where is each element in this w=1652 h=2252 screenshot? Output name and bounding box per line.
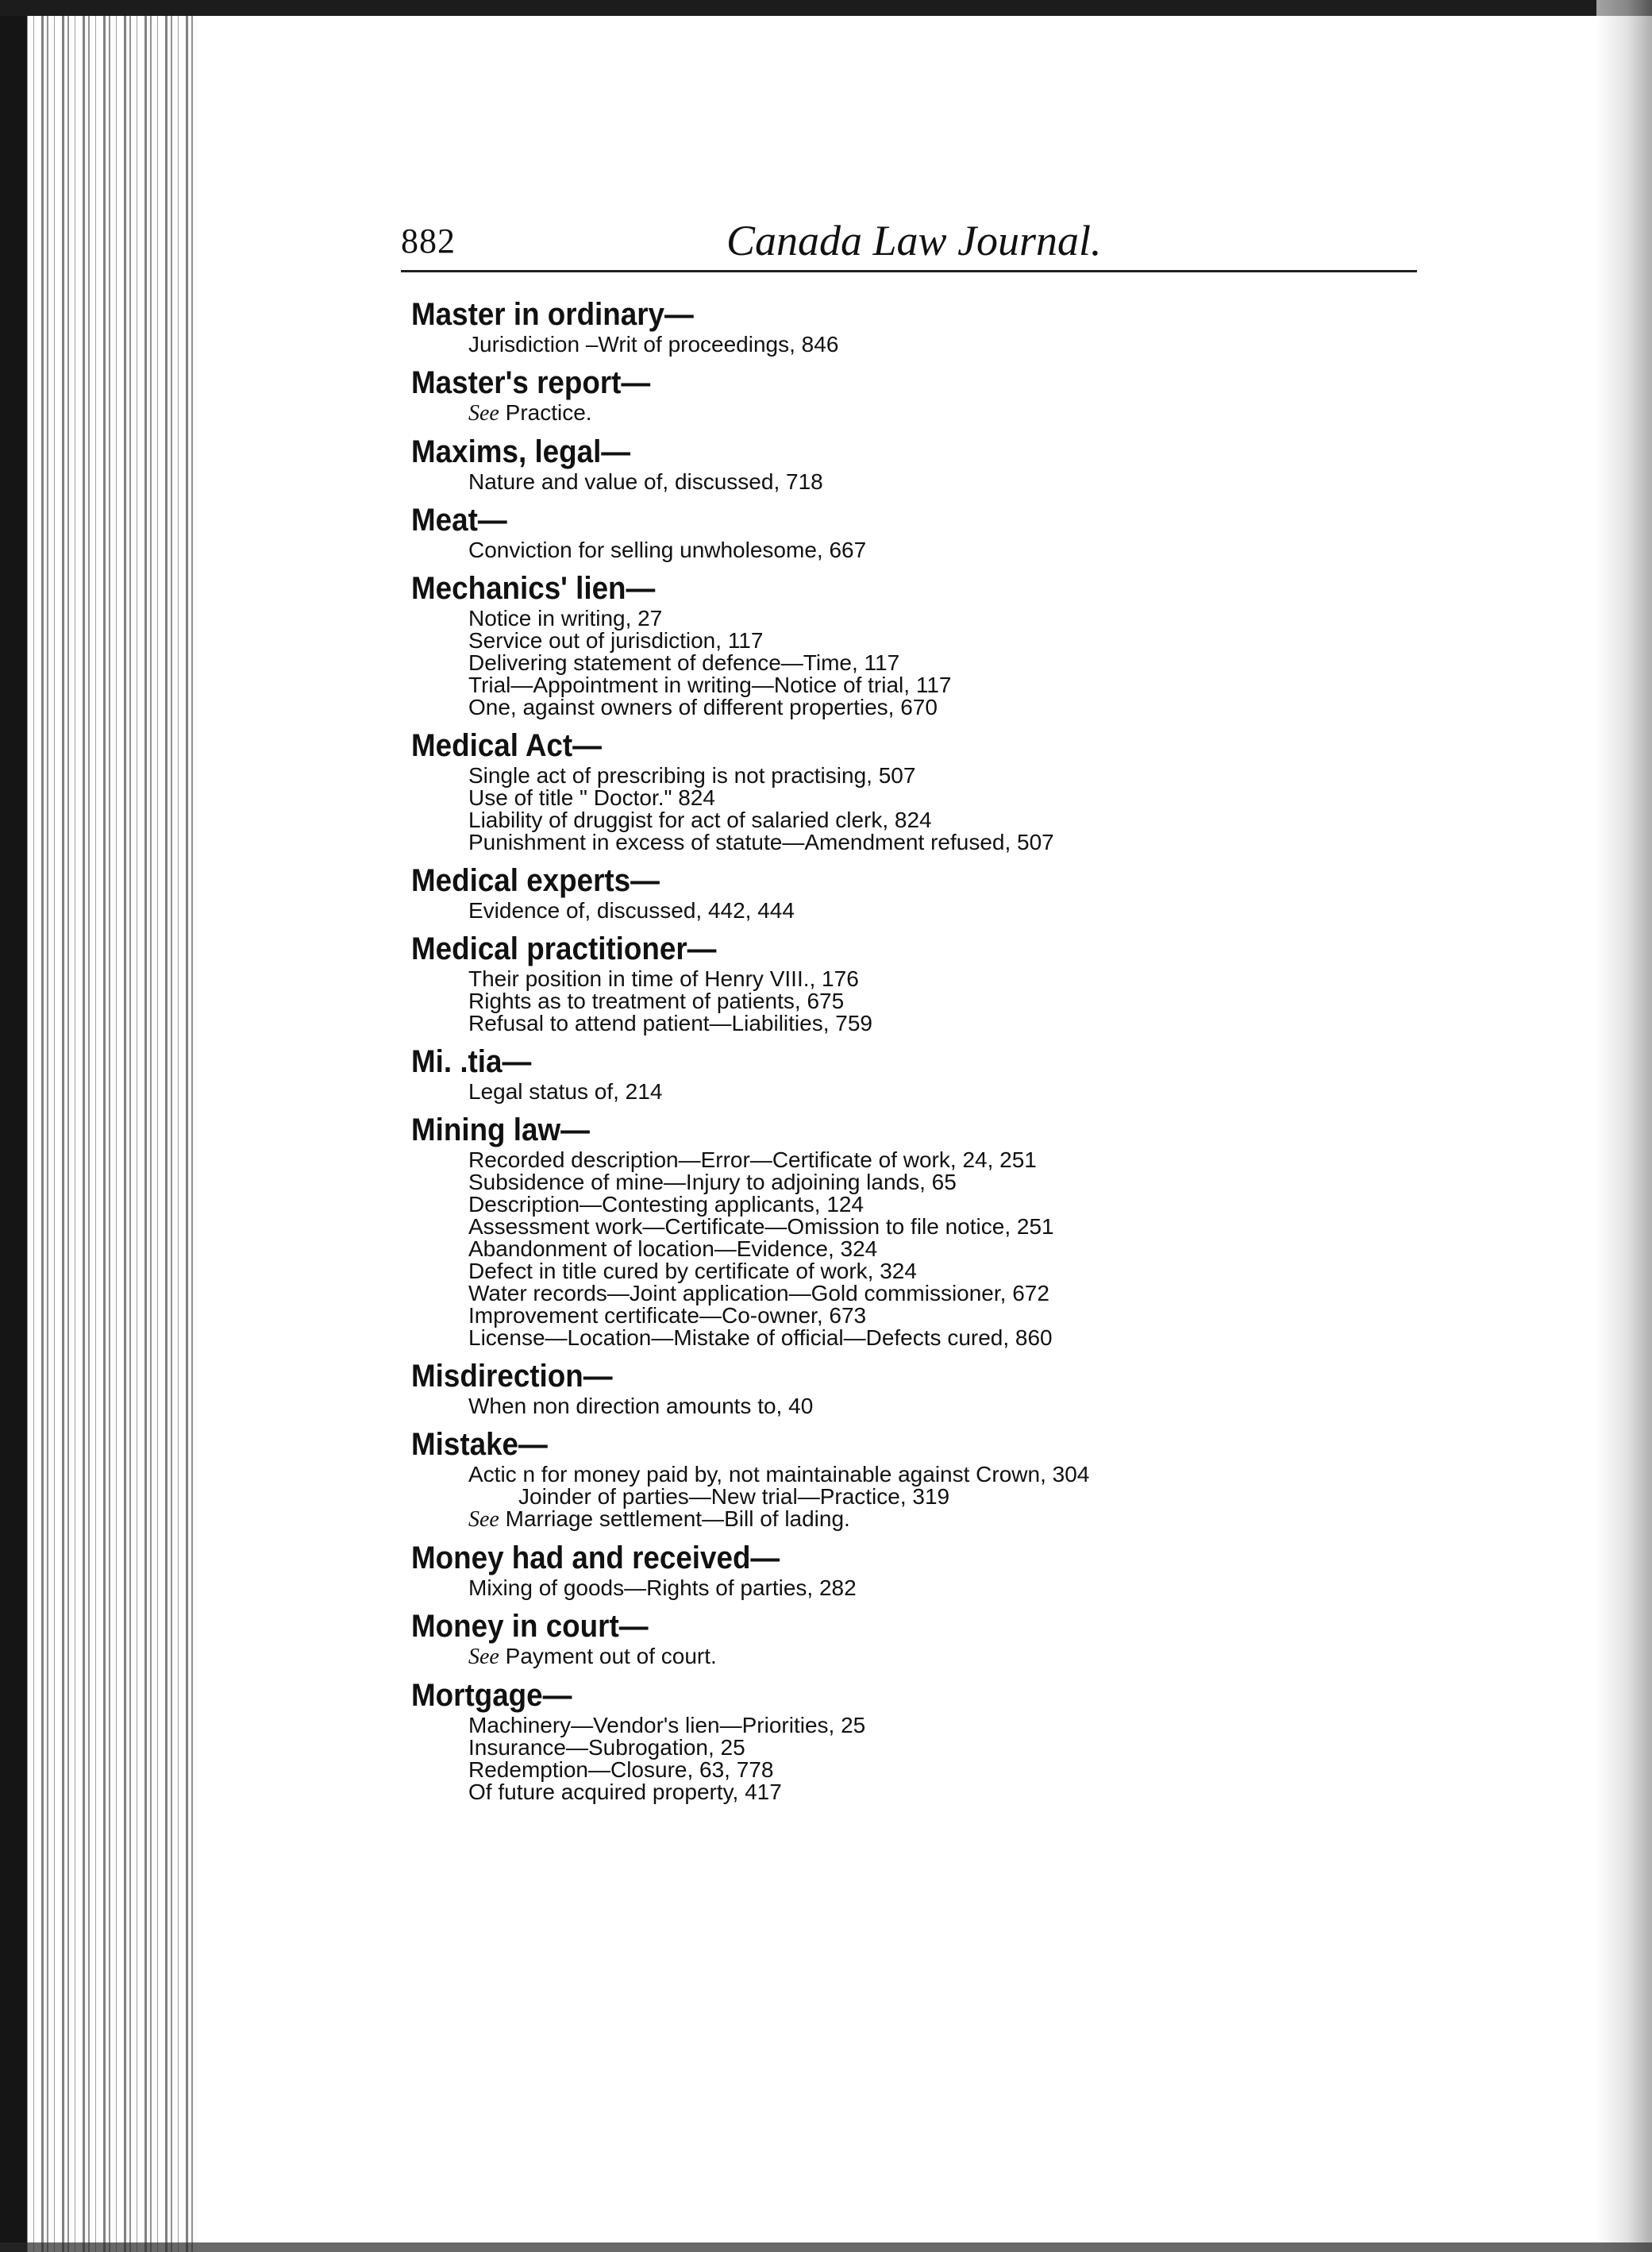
see-target: Marriage settlement—Bill of lading. bbox=[499, 1506, 850, 1531]
entry-subline: License—Location—Mistake of official—Defects cured, 860 bbox=[468, 1325, 1053, 1350]
index-entry bbox=[411, 501, 1443, 561]
entry-subline: Conviction for selling unwholesome, 667 bbox=[468, 538, 867, 562]
entry-subline: Redemption—Closure, 63, 778 bbox=[468, 1757, 774, 1782]
entry-subline: Assessment work—Certificate—Omission to file notice, 251 bbox=[468, 1214, 1054, 1239]
index-entry bbox=[411, 1425, 1443, 1531]
entry-subline: Evidence of, discussed, 442, 444 bbox=[468, 898, 795, 923]
entry-subline: Defect in title cured by certificate of work, 324 bbox=[468, 1259, 917, 1283]
entry-subline: Punishment in excess of statute—Amendment refused, 507 bbox=[468, 830, 1054, 854]
index-entry bbox=[411, 569, 1443, 719]
entry-heading: Mi. .tia— bbox=[411, 1044, 532, 1079]
entry-subline: Actic n for money paid by, not maintainable against Crown, 304 bbox=[468, 1462, 1090, 1487]
entry-subline: Rights as to treatment of patients, 675 bbox=[468, 989, 845, 1013]
entry-subline: Abandonment of location—Evidence, 324 bbox=[468, 1236, 878, 1261]
entry-subline: Single act of prescribing is not practising, 507 bbox=[468, 763, 916, 788]
entry-heading: Money in court— bbox=[411, 1609, 649, 1644]
running-title: Canada Law Journal. bbox=[726, 217, 1102, 264]
entry-subline: Liability of druggist for act of salaried clerk, 824 bbox=[468, 808, 932, 832]
entry-subline: Machinery—Vendor's lien—Priorities, 25 bbox=[468, 1713, 866, 1737]
entry-subline: Jurisdiction –Writ of proceedings, 846 bbox=[468, 332, 839, 357]
page-right-shadow bbox=[1596, 0, 1652, 2252]
see-target: Payment out of court. bbox=[499, 1644, 717, 1668]
entry-subline: Nature and value of, discussed, 718 bbox=[468, 469, 823, 494]
page-header bbox=[401, 217, 1417, 276]
entry-subline: Use of title " Doctor." 824 bbox=[468, 785, 715, 810]
entry-heading: Money had and received— bbox=[411, 1541, 780, 1575]
entry-heading: Mechanics' lien— bbox=[411, 571, 656, 606]
entry-heading: Medical experts— bbox=[411, 863, 660, 898]
index-entry bbox=[411, 1607, 1443, 1668]
index-entry bbox=[411, 295, 1443, 356]
entry-subline: Water records—Joint application—Gold commissioner, 672 bbox=[468, 1281, 1049, 1305]
entry-subline: Delivering statement of defence—Time, 117 bbox=[468, 650, 900, 675]
page-bottom-edge bbox=[0, 2242, 1652, 2252]
entry-subline: Service out of jurisdiction, 117 bbox=[468, 628, 764, 653]
entry-subline: Trial—Appointment in writing—Notice of trial, 117 bbox=[468, 673, 952, 697]
entry-subline: Legal status of, 214 bbox=[468, 1079, 663, 1104]
see-reference bbox=[411, 402, 1443, 425]
entry-subline: Subsidence of mine—Injury to adjoining lands, 65 bbox=[468, 1170, 957, 1194]
entry-subline: Mixing of goods—Rights of parties, 282 bbox=[468, 1575, 857, 1600]
entry-subline: Recorded description—Error—Certificate of work, 24, 251 bbox=[468, 1147, 1037, 1172]
entry-subline: Description—Contesting applicants, 124 bbox=[468, 1192, 865, 1217]
entry-heading: Master in ordinary— bbox=[411, 297, 694, 332]
header-rule bbox=[401, 270, 1417, 272]
entry-heading: Medical Act— bbox=[411, 728, 602, 763]
entry-subline: Improvement certificate—Co-owner, 673 bbox=[468, 1303, 867, 1328]
entry-subline: Joinder of parties—New trial—Practice, 319 bbox=[518, 1484, 950, 1509]
index-entry bbox=[411, 433, 1443, 493]
entry-heading: Mistake— bbox=[411, 1427, 548, 1462]
index-entry bbox=[411, 727, 1443, 854]
see-reference bbox=[411, 1508, 1443, 1531]
see-reference bbox=[411, 1645, 1443, 1668]
index-list bbox=[411, 295, 1443, 1811]
see-label: See bbox=[468, 1507, 499, 1532]
entry-subline: Their position in time of Henry VIII., 176 bbox=[468, 966, 859, 991]
page-top-edge bbox=[0, 0, 1652, 16]
entry-heading: Misdirection— bbox=[411, 1359, 613, 1394]
entry-heading: Mortgage— bbox=[411, 1678, 572, 1713]
entry-subline: Of future acquired property, 417 bbox=[468, 1780, 782, 1804]
binding-edge bbox=[0, 0, 27, 2252]
entry-subline: When non direction amounts to, 40 bbox=[468, 1394, 814, 1418]
index-entry bbox=[411, 1111, 1443, 1349]
entry-heading: Mining law— bbox=[411, 1113, 590, 1147]
entry-subline: Refusal to attend patient—Liabilities, 759 bbox=[468, 1011, 872, 1035]
index-entry bbox=[411, 1539, 1443, 1599]
index-entry bbox=[411, 1043, 1443, 1103]
index-entry bbox=[411, 930, 1443, 1035]
index-entry bbox=[411, 862, 1443, 922]
see-label: See bbox=[468, 1645, 499, 1669]
entry-subline: One, against owners of different properties, 670 bbox=[468, 695, 938, 719]
page-number: 882 bbox=[401, 222, 456, 260]
entry-heading: Maxims, legal— bbox=[411, 434, 631, 469]
book-binding-shadow bbox=[0, 0, 198, 2252]
entry-heading: Master's report— bbox=[411, 365, 651, 400]
see-label: See bbox=[468, 401, 499, 426]
entry-subline: Insurance—Subrogation, 25 bbox=[468, 1735, 745, 1760]
index-entry bbox=[411, 1357, 1443, 1417]
entry-subline: Notice in writing, 27 bbox=[468, 606, 663, 630]
index-entry bbox=[411, 364, 1443, 425]
index-entry bbox=[411, 1676, 1443, 1803]
entry-heading: Meat— bbox=[411, 503, 507, 538]
see-target: Practice. bbox=[499, 400, 592, 425]
entry-heading: Medical practitioner— bbox=[411, 931, 717, 966]
